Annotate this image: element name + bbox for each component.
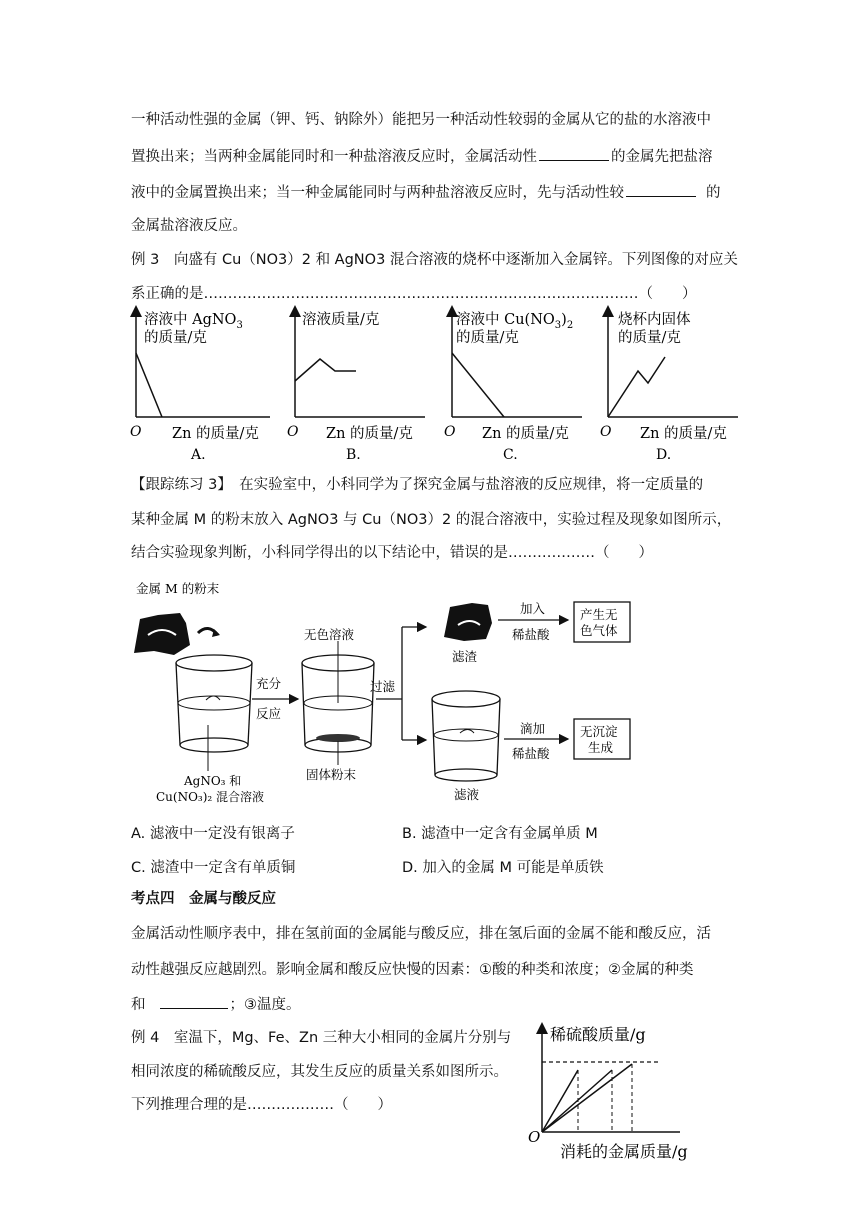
beaker-filtrate <box>432 691 500 781</box>
gas-result-2: 色气体 <box>580 623 618 638</box>
example-3-line-1: 例 3 向盛有 Cu（NO3）2 和 AgNO3 混合溶液的烧杯中逐渐加入金属锌。下列图像的对应关 <box>131 252 738 268</box>
intro-line-2 <box>131 146 731 167</box>
step-fully-react-2: 反应 <box>256 706 282 721</box>
example-4-ylabel: 稀硫酸质量/g <box>550 1025 646 1044</box>
no-precipitate-1: 无沉淀 <box>580 724 618 739</box>
graph-b[interactable] <box>287 310 425 463</box>
graph-c-ylabel-2: 的质量/克 <box>456 330 519 346</box>
intro-line-4: 金属盐溶液反应。 <box>131 218 247 234</box>
graph-b-xlabel: Zn 的质量/克 <box>326 426 413 442</box>
graph-c-xlabel: Zn 的质量/克 <box>482 426 569 442</box>
example-4-origin: O <box>528 1128 541 1146</box>
beaker-colorless-solution <box>302 641 374 765</box>
answer-blank[interactable] <box>539 146 609 161</box>
graph-d-ylabel-2: 的质量/克 <box>618 330 681 346</box>
option-c[interactable]: C. 滤渣中一定含有单质铜 <box>131 860 296 876</box>
example-4-xlabel: 消耗的金属质量/g <box>560 1142 688 1161</box>
practice-3-line-1: 【跟踪练习 3】 在实验室中，小科同学为了探究金属与盐溶液的反应规律，将一定质量的 <box>131 477 704 493</box>
gas-result-1: 产生无 <box>580 607 618 622</box>
metal-powder-label: 金属 M 的粉末 <box>136 581 220 596</box>
mixed-solution-label-2: Cu(NO₃)₂ 混合溶液 <box>156 790 265 804</box>
section-4-line-1: 金属活动性顺序表中，排在氢前面的金属能与酸反应，排在氢后面的金属不能和酸反应，活 <box>131 926 711 942</box>
option-d[interactable]: D. 加入的金属 M 可能是单质铁 <box>402 860 604 876</box>
example-4-line-2: 相同浓度的稀硫酸反应，其发生反应的质量关系如图所示。 <box>131 1064 508 1080</box>
no-precipitate-2: 生成 <box>588 740 614 755</box>
graph-d-ylabel-1: 烧杯内固体 <box>618 312 691 328</box>
answer-blank[interactable] <box>160 994 228 1009</box>
section-4-line-2: 动性越强反应越剧烈。影响金属和酸反应快慢的因素：①酸的种类和浓度；②金属的种类 <box>131 962 694 978</box>
graph-c-letter: C. <box>503 447 518 463</box>
metal-line-3 <box>542 1064 632 1132</box>
example-3-line-2: 系正确的是………………………………………………………………………………（ ） <box>131 286 697 302</box>
step-fully-react-1: 充分 <box>256 676 282 691</box>
intro-line-3 <box>131 182 731 203</box>
filter-label: 过滤 <box>370 679 396 694</box>
solid-powder-label: 固体粉末 <box>306 767 357 782</box>
graph-a[interactable] <box>130 310 270 463</box>
section-4-line-3-b: ；③温度。 <box>229 997 301 1013</box>
graph-a-letter: A. <box>191 447 206 463</box>
add-label: 加入 <box>520 601 546 616</box>
residue-label: 滤渣 <box>452 649 478 664</box>
section-4-line-3-a: 和 <box>131 997 146 1013</box>
graph-d-letter: D. <box>656 447 672 463</box>
graph-b-origin: O <box>287 424 299 440</box>
graph-a-ylabel-1: 溶液中 AgNO$_3$ <box>144 312 243 331</box>
colorless-solution-label: 无色溶液 <box>304 627 355 642</box>
intro-line-1: 一种活动性强的金属（钾、钙、钠除外）能把另一种活动性较弱的金属从它的盐的水溶液中 <box>131 112 711 128</box>
graph-d-xlabel: Zn 的质量/克 <box>640 426 727 442</box>
option-b[interactable]: B. 滤渣中一定含有金属单质 M <box>402 826 598 842</box>
graph-a-ylabel-2: 的质量/克 <box>144 330 207 346</box>
example-3-graphs <box>120 305 740 465</box>
metal-line-2 <box>542 1070 612 1132</box>
practice-3-line-3: 结合实验现象判断，小科同学得出的以下结论中，错误的是………………（ ） <box>131 545 653 561</box>
intro-line-2-a: 置换出来；当两种金属能同时和一种盐溶液反应时，金属活动性 <box>131 149 537 165</box>
beaker-mixed-solution <box>176 655 252 771</box>
intro-line-3-b: 的 <box>706 185 721 201</box>
mixed-solution-label-1: AgNO₃ 和 <box>184 774 242 788</box>
graph-b-ylabel: 溶液质量/克 <box>302 312 380 328</box>
metal-line-1 <box>542 1070 578 1132</box>
graph-b-letter: B. <box>346 447 361 463</box>
dilute-hcl-label-2: 稀盐酸 <box>512 746 550 761</box>
graph-c-ylabel-1: 溶液中 $Cu(NO_3)_2$ <box>456 312 574 331</box>
intro-line-2-b: 的金属先把盐溶 <box>611 149 713 165</box>
practice-3-line-2: 某种金属 M 的粉末放入 AgNO3 与 Cu（NO3）2 的混合溶液中，实验过程及现象如图所示， <box>131 512 732 528</box>
graph-d[interactable] <box>600 310 738 463</box>
metal-powder-icon <box>134 613 190 655</box>
graph-d-origin: O <box>600 424 612 440</box>
section-4-title: 考点四 金属与酸反应 <box>131 891 276 907</box>
example-4-graph <box>520 1020 720 1170</box>
graph-a-xlabel: Zn 的质量/克 <box>172 426 259 442</box>
graph-c-origin: O <box>444 424 456 440</box>
intro-line-3-a: 液中的金属置换出来；当一种金属能同时与两种盐溶液反应时，先与活动性较 <box>131 185 624 201</box>
drop-add-label: 滴加 <box>520 721 546 736</box>
experiment-diagram <box>128 575 643 807</box>
section-4-line-3 <box>131 994 731 1015</box>
dilute-hcl-label-1: 稀盐酸 <box>512 627 550 642</box>
filtrate-label: 滤液 <box>454 787 480 802</box>
example-4-line-1: 例 4 室温下，Mg、Fe、Zn 三种大小相同的金属片分别与 <box>131 1030 512 1046</box>
example-4-line-3: 下列推理合理的是………………（ ） <box>131 1097 392 1113</box>
option-a[interactable]: A. 滤液中一定没有银离子 <box>131 826 295 842</box>
graph-c[interactable] <box>444 310 582 463</box>
graph-a-origin: O <box>130 424 142 440</box>
answer-blank[interactable] <box>626 182 696 197</box>
